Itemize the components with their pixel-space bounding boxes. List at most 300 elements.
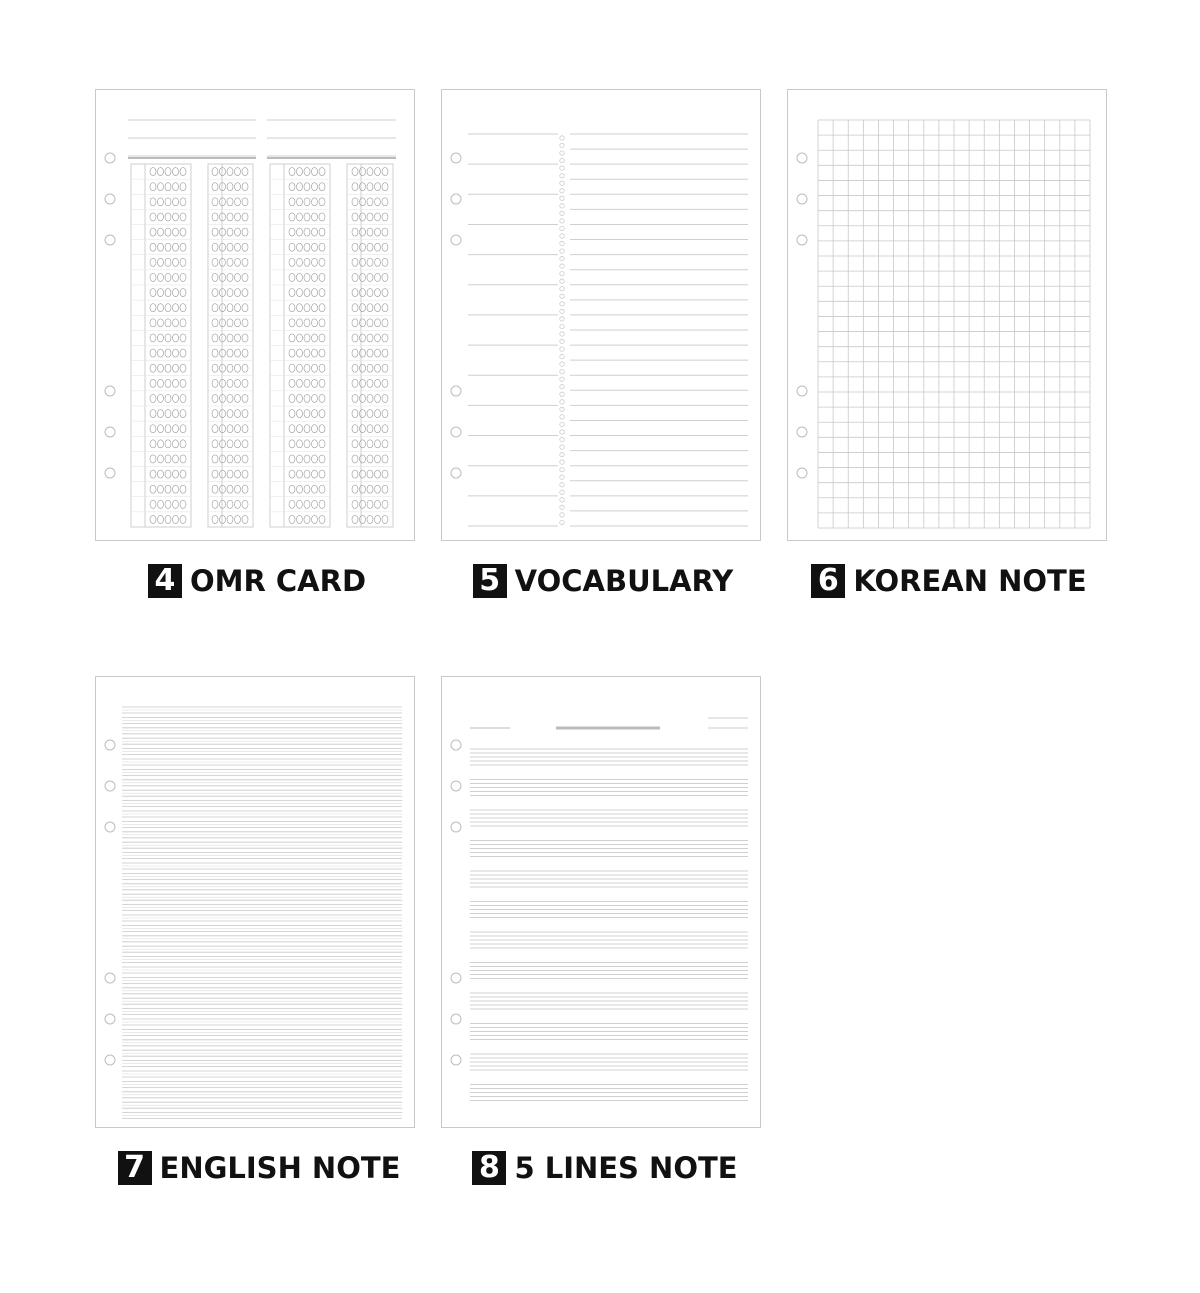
omr-bubble (212, 304, 218, 312)
omr-bubble (158, 168, 164, 176)
check-circle (560, 445, 564, 449)
binder-hole (797, 427, 807, 437)
omr-bubble (212, 289, 218, 297)
omr-bubble (242, 470, 248, 478)
omr-bubble (352, 394, 358, 402)
omr-bubble (158, 228, 164, 236)
omr-bubble (212, 440, 218, 448)
omr-bubble (165, 440, 171, 448)
binder-hole (105, 427, 115, 437)
omr-bubble (180, 243, 186, 251)
omr-bubble (165, 379, 171, 387)
omr-bubble (173, 168, 179, 176)
omr-bubble (304, 470, 310, 478)
omr-bubble (150, 349, 156, 357)
omr-bubble (227, 394, 233, 402)
omr-bubble (289, 470, 295, 478)
omr-bubble (150, 425, 156, 433)
omr-bubble (289, 319, 295, 327)
omr-bubble (360, 228, 366, 236)
omr-bubble (150, 198, 156, 206)
omr-bubble (360, 394, 366, 402)
check-circle (560, 332, 564, 336)
omr-bubble (319, 319, 325, 327)
omr-bubble (382, 379, 388, 387)
omr-bubble (319, 183, 325, 191)
check-circle (560, 151, 564, 155)
omr-bubble (367, 213, 373, 221)
omr-bubble (150, 485, 156, 493)
omr-bubble (367, 243, 373, 251)
omr-bubble (180, 213, 186, 221)
omr-bubble (319, 168, 325, 176)
omr-bubble (150, 410, 156, 418)
omr-bubble (180, 410, 186, 418)
omr-bubble (375, 198, 381, 206)
omr-bubble (367, 379, 373, 387)
omr-bubble (382, 500, 388, 508)
omr-bubble (289, 273, 295, 281)
omr-bubble (235, 515, 241, 523)
check-circle (560, 204, 564, 208)
omr-bubble (375, 364, 381, 372)
omr-bubble (173, 213, 179, 221)
omr-bubble (212, 394, 218, 402)
omr-bubble (360, 243, 366, 251)
omr-bubble (242, 334, 248, 342)
omr-bubble (158, 410, 164, 418)
omr-bubble (173, 349, 179, 357)
omr-bubble (173, 440, 179, 448)
omr-bubble (375, 243, 381, 251)
check-circle (560, 520, 564, 524)
check-circle (560, 460, 564, 464)
omr-bubble (297, 410, 303, 418)
omr-bubble (227, 258, 233, 266)
five-lines-note-caption (445, 1148, 765, 1188)
check-circle (560, 369, 564, 373)
omr-bubble (312, 334, 318, 342)
omr-bubble (173, 455, 179, 463)
omr-bubble (382, 258, 388, 266)
omr-bubble (242, 319, 248, 327)
omr-bubble (165, 289, 171, 297)
omr-bubble (180, 258, 186, 266)
omr-bubble (180, 440, 186, 448)
binder-hole (105, 781, 115, 791)
omr-bubble (382, 168, 388, 176)
omr-bubble (367, 425, 373, 433)
template-title: KOREAN NOTE (853, 564, 1087, 598)
omr-bubble (289, 440, 295, 448)
omr-bubble (242, 364, 248, 372)
check-circle (560, 294, 564, 298)
vocabulary-sheet[interactable] (441, 89, 761, 541)
omr-bubble (297, 425, 303, 433)
omr-bubble (227, 364, 233, 372)
omr-bubble (212, 183, 218, 191)
omr-bubble (165, 485, 171, 493)
omr-bubble (242, 379, 248, 387)
omr-bubble (158, 243, 164, 251)
omr-bubble (297, 379, 303, 387)
omr-bubble (367, 258, 373, 266)
omr-bubble (242, 273, 248, 281)
omr-bubble (312, 425, 318, 433)
omr-bubble (304, 334, 310, 342)
omr-bubble (158, 500, 164, 508)
omr-bubble (304, 379, 310, 387)
omr-bubble (180, 183, 186, 191)
omr-bubble (289, 455, 295, 463)
omr-bubble (367, 500, 373, 508)
binder-hole (105, 822, 115, 832)
omr-bubble (165, 243, 171, 251)
omr-bubble (158, 379, 164, 387)
english-note-sheet[interactable] (95, 676, 415, 1128)
omr-bubble (150, 304, 156, 312)
omr-bubble (382, 364, 388, 372)
omr-bubble (165, 319, 171, 327)
omr-bubble (173, 379, 179, 387)
omr-bubble (180, 379, 186, 387)
omr-bubble (319, 304, 325, 312)
omr-bubble (173, 183, 179, 191)
omr-bubble (352, 485, 358, 493)
omr-bubble (289, 168, 295, 176)
omr-bubble (165, 198, 171, 206)
check-circle (560, 271, 564, 275)
omr-bubble (235, 289, 241, 297)
omr-bubble (158, 455, 164, 463)
omr-bubble (165, 515, 171, 523)
omr-bubble (312, 470, 318, 478)
omr-bubble (165, 394, 171, 402)
omr-bubble (150, 440, 156, 448)
omr-bubble (165, 364, 171, 372)
omr-bubble (367, 168, 373, 176)
omr-bubble (242, 304, 248, 312)
omr-bubble (242, 410, 248, 418)
omr-bubble (360, 500, 366, 508)
omr-bubble (242, 455, 248, 463)
binder-hole (105, 235, 115, 245)
omr-bubble (360, 183, 366, 191)
omr-bubble (242, 485, 248, 493)
omr-bubble (150, 379, 156, 387)
omr-bubble (235, 198, 241, 206)
omr-bubble (227, 470, 233, 478)
omr-bubble (242, 500, 248, 508)
omr-bubble (165, 334, 171, 342)
omr-bubble (158, 394, 164, 402)
omr-bubble (375, 289, 381, 297)
omr-bubble (289, 410, 295, 418)
omr-bubble (375, 304, 381, 312)
omr-bubble (173, 243, 179, 251)
omr-bubble (297, 515, 303, 523)
omr-bubble (312, 304, 318, 312)
omr-bubble (242, 228, 248, 236)
omr-bubble (235, 273, 241, 281)
omr-bubble (375, 470, 381, 478)
omr-bubble (375, 485, 381, 493)
omr-bubble (212, 379, 218, 387)
omr-bubble (158, 319, 164, 327)
omr-bubble (227, 228, 233, 236)
omr-bubble (150, 364, 156, 372)
omr-bubble (375, 273, 381, 281)
omr-bubble (360, 364, 366, 372)
omr-bubble (304, 394, 310, 402)
omr-bubble (319, 289, 325, 297)
omr-bubble (289, 304, 295, 312)
omr-bubble (304, 440, 310, 448)
omr-bubble (312, 500, 318, 508)
omr-card-caption (97, 561, 417, 601)
omr-card-sheet[interactable] (95, 89, 415, 541)
omr-bubble (352, 243, 358, 251)
omr-bubble (367, 455, 373, 463)
omr-bubble (312, 440, 318, 448)
omr-bubble (235, 500, 241, 508)
binder-hole (797, 153, 807, 163)
binder-hole (451, 194, 461, 204)
omr-bubble (158, 183, 164, 191)
omr-bubble (304, 198, 310, 206)
omr-bubble (304, 183, 310, 191)
omr-bubble (180, 470, 186, 478)
omr-bubble (180, 289, 186, 297)
omr-bubble (352, 304, 358, 312)
omr-bubble (304, 228, 310, 236)
omr-bubble (312, 410, 318, 418)
omr-bubble (165, 183, 171, 191)
omr-bubble (165, 258, 171, 266)
omr-bubble (352, 349, 358, 357)
omr-bubble (227, 334, 233, 342)
omr-bubble (227, 455, 233, 463)
omr-bubble (352, 183, 358, 191)
omr-bubble (150, 243, 156, 251)
omr-bubble (158, 273, 164, 281)
omr-bubble (173, 410, 179, 418)
omr-bubble (165, 168, 171, 176)
omr-bubble (360, 334, 366, 342)
omr-bubble (227, 304, 233, 312)
check-circle (560, 166, 564, 170)
omr-bubble (367, 470, 373, 478)
check-circle (560, 385, 564, 389)
omr-bubble (297, 334, 303, 342)
binder-hole (105, 740, 115, 750)
omr-bubble (352, 500, 358, 508)
omr-bubble (150, 470, 156, 478)
korean-note-illustration (788, 90, 1108, 542)
omr-bubble (360, 440, 366, 448)
template-number-badge: 5 (473, 564, 507, 598)
binder-hole (105, 153, 115, 163)
omr-bubble (235, 334, 241, 342)
omr-bubble (150, 394, 156, 402)
check-circle (560, 249, 564, 253)
omr-bubble (297, 243, 303, 251)
omr-bubble (319, 198, 325, 206)
omr-bubble (312, 273, 318, 281)
binder-hole (451, 822, 461, 832)
omr-bubble (319, 213, 325, 221)
omr-bubble (297, 500, 303, 508)
omr-bubble (227, 319, 233, 327)
omr-bubble (212, 319, 218, 327)
omr-bubble (212, 334, 218, 342)
omr-bubble (235, 455, 241, 463)
check-circle (560, 287, 564, 291)
omr-bubble (158, 334, 164, 342)
omr-bubble (150, 183, 156, 191)
omr-bubble (289, 394, 295, 402)
omr-bubble (297, 349, 303, 357)
omr-bubble (304, 289, 310, 297)
omr-bubble (319, 485, 325, 493)
omr-bubble (304, 304, 310, 312)
omr-bubble (352, 273, 358, 281)
omr-bubble (382, 273, 388, 281)
omr-bubble (375, 440, 381, 448)
omr-bubble (235, 183, 241, 191)
omr-bubble (289, 364, 295, 372)
omr-bubble (319, 515, 325, 523)
korean-note-sheet[interactable] (787, 89, 1107, 541)
template-title: VOCABULARY (514, 564, 734, 598)
binder-hole (451, 1055, 461, 1065)
check-circle (560, 264, 564, 268)
omr-bubble (289, 349, 295, 357)
check-circle (560, 189, 564, 193)
omr-bubble (367, 319, 373, 327)
omr-card-illustration (96, 90, 416, 542)
omr-bubble (382, 183, 388, 191)
omr-bubble (227, 168, 233, 176)
omr-bubble (360, 455, 366, 463)
check-circle (560, 422, 564, 426)
omr-bubble (319, 379, 325, 387)
omr-bubble (382, 243, 388, 251)
omr-bubble (352, 319, 358, 327)
omr-bubble (235, 410, 241, 418)
omr-bubble (158, 289, 164, 297)
omr-bubble (382, 228, 388, 236)
check-circle (560, 498, 564, 502)
omr-bubble (375, 168, 381, 176)
omr-bubble (352, 410, 358, 418)
omr-bubble (173, 289, 179, 297)
omr-bubble (235, 470, 241, 478)
template-title: 5 LINES NOTE (514, 1151, 738, 1185)
omr-bubble (227, 198, 233, 206)
omr-bubble (312, 168, 318, 176)
omr-bubble (319, 228, 325, 236)
omr-bubble (212, 198, 218, 206)
check-circle (560, 483, 564, 487)
omr-bubble (180, 455, 186, 463)
omr-bubble (212, 455, 218, 463)
omr-bubble (242, 394, 248, 402)
omr-bubble (242, 198, 248, 206)
omr-bubble (360, 319, 366, 327)
check-circle (560, 226, 564, 230)
omr-bubble (367, 440, 373, 448)
omr-bubble (367, 515, 373, 523)
five-lines-note-sheet[interactable] (441, 676, 761, 1128)
omr-bubble (242, 213, 248, 221)
omr-bubble (235, 168, 241, 176)
omr-bubble (367, 228, 373, 236)
check-circle (560, 400, 564, 404)
omr-bubble (367, 485, 373, 493)
omr-bubble (289, 243, 295, 251)
omr-bubble (235, 485, 241, 493)
omr-bubble (352, 379, 358, 387)
omr-bubble (165, 410, 171, 418)
omr-bubble (312, 364, 318, 372)
omr-bubble (304, 455, 310, 463)
omr-bubble (289, 258, 295, 266)
omr-bubble (165, 273, 171, 281)
omr-bubble (173, 258, 179, 266)
omr-bubble (382, 304, 388, 312)
check-circle (560, 158, 564, 162)
omr-bubble (173, 228, 179, 236)
omr-bubble (319, 243, 325, 251)
omr-bubble (297, 470, 303, 478)
omr-bubble (382, 470, 388, 478)
omr-bubble (304, 364, 310, 372)
binder-hole (451, 973, 461, 983)
omr-bubble (173, 273, 179, 281)
binder-hole (451, 386, 461, 396)
omr-bubble (158, 485, 164, 493)
omr-bubble (375, 258, 381, 266)
omr-bubble (289, 183, 295, 191)
omr-bubble (352, 334, 358, 342)
omr-bubble (297, 455, 303, 463)
check-circle (560, 392, 564, 396)
omr-bubble (227, 289, 233, 297)
omr-bubble (227, 440, 233, 448)
omr-bubble (360, 349, 366, 357)
omr-bubble (319, 410, 325, 418)
check-circle (560, 219, 564, 223)
binder-hole (451, 740, 461, 750)
omr-bubble (297, 258, 303, 266)
binder-hole (797, 468, 807, 478)
omr-bubble (312, 198, 318, 206)
omr-bubble (360, 425, 366, 433)
check-circle (560, 354, 564, 358)
omr-bubble (352, 440, 358, 448)
omr-bubble (375, 425, 381, 433)
omr-bubble (150, 273, 156, 281)
omr-bubble (319, 394, 325, 402)
check-circle (560, 377, 564, 381)
omr-bubble (367, 304, 373, 312)
omr-bubble (158, 470, 164, 478)
omr-bubble (352, 515, 358, 523)
omr-bubble (382, 349, 388, 357)
omr-bubble (165, 349, 171, 357)
omr-bubble (319, 258, 325, 266)
